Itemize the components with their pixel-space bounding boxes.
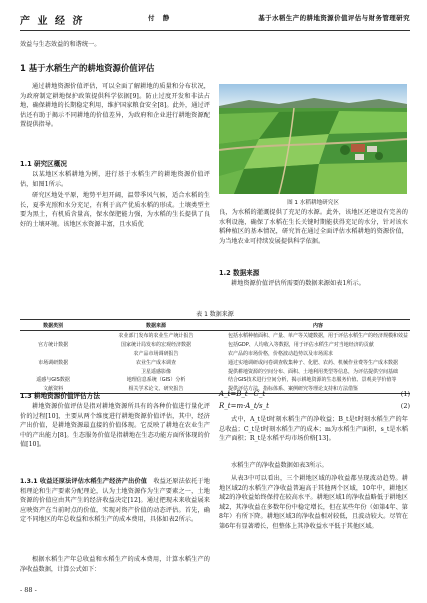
- subsection-1-1-heading: 1.1 研究区概况: [20, 160, 67, 168]
- table-row: [20, 349, 410, 358]
- right-para-4: 水稻生产的净收益数据如表3所示。: [231, 462, 328, 469]
- left-para-5: [20, 477, 210, 525]
- subsection-1-2-heading: 1.2 数据来源: [219, 269, 260, 277]
- right-para-1: 良，为水稻的灌溉提供了充足的水源。此外，该地区还建设有完善的水利设施，确保了水稻在生长关键时期能获得充足的水分，针对该水稻种植区的基本情况，研究旨在通过全面评估水稻耕地的资源价值，为当地农业可持续发展提供科学依据。: [219, 209, 408, 245]
- table-cell: 文献资料: [20, 384, 86, 393]
- left-para-3: 研究区地处平原，地势平坦开阔，温带季风气候，适合水稻的生长，夏季光照和水分充足，有利于高产优质水稻的形成。土壤类型主要为黑土，有机质含量高，保水保肥能力强，为水稻的生长提供了良好的土壤环境。该地区水资源丰富，且水质优: [20, 192, 210, 228]
- rice-paddy-aerial-photo: [219, 84, 407, 194]
- table-cell: 国家统计局发布的宏观经济数据: [121, 341, 192, 348]
- equation-1: A_t=B_t−C_t: [219, 390, 266, 398]
- table-cell: [20, 349, 86, 358]
- left-para-4: 耕地资源价值评估是指对耕地资源所具有的各种价值进行量化评价的过程[10]，主要从两个维度进行耕地资源价值评估，其中，经济产出价值，是耕地资源最直接的价值体现。它反映了耕地在农业生产中的产出能力[8]。生态服务价值是指耕地在生态功能方面所体现的价值[10]。: [20, 403, 210, 448]
- left-para-5-body: 收益还原法依托于地租理论和生产要素分配理论，认为土地资源作为生产要素之一，土地资源的价值应由其产生的经济收益决定[12]。通过把现未来收益展来应映资产在当前时点的价值，实现对资产价值的动态评估。首先，确定不同地区的年总收益和水稻生产的成本费用，具体如表2所示。: [20, 478, 210, 523]
- table-cell: 地理信息系统（GIS）分析: [126, 377, 186, 384]
- equation-2: R_t=m·A_t/s_t: [219, 402, 269, 410]
- subsection-1-3-1-heading: 1.3.1 收益还原法评估水稻生产经济产出价值: [20, 478, 148, 485]
- right-para-2: 耕地资源价值评估所需要的数据来源如表1所示。: [231, 280, 365, 287]
- equation-1-number: (1): [400, 390, 410, 398]
- table-header-cell: 数据来源: [86, 320, 226, 331]
- table-row: [20, 367, 410, 376]
- table-1-caption: 表 1 数据来源: [196, 311, 234, 318]
- journal-column-name: 产 业 经 济: [20, 16, 85, 27]
- page-number: - 88 -: [20, 586, 37, 594]
- right-para-3: 式中，A_t是t时刻水稻生产的净收益；B_t是t时刻水稻生产的年总收益；C_t是t时刻水稻生产的成本；m为水稻生产面积，s_t是水稻生产面积；R_t是水稻平均市场价格[13]。: [219, 416, 408, 442]
- table-cell: 农产品市场调研报告: [133, 350, 179, 357]
- table-header-cell: 内容: [226, 320, 410, 331]
- left-para-2: 以某地区水稻耕地为例，进行基于水稻生产的耕地资源价值评估，如图1所示。: [20, 171, 210, 188]
- running-header: [20, 12, 410, 31]
- figure-1-caption: 图 1 水稻耕地研究区: [287, 200, 339, 206]
- table-cell: 农业部门发布的农业生产统计报告: [118, 332, 194, 339]
- table-cell: 农业生产成本调查: [136, 359, 177, 366]
- table-cell: 官方统计数据: [38, 341, 69, 348]
- equation-2-number: (2): [400, 402, 410, 410]
- running-title: 基于水稻生产的耕地资源价值评估与财务管理研究: [258, 14, 410, 22]
- table-cell: 卫星遥感影像: [141, 368, 172, 375]
- table-cell: 结合GIS技术进行空间分析，揭示耕地资源的生态服务价值、景观美学价值等: [227, 377, 397, 384]
- subsection-1-3-heading: 1.3 耕地资源价值评估方法: [20, 392, 100, 400]
- left-para-6: 根据水稻生产年总收益和水稻生产的成本费用，计算水稻生产的净收益数据，计算公式如下：: [20, 556, 210, 573]
- table-row: [20, 331, 410, 340]
- table-cell: [20, 367, 86, 376]
- table-cell: [20, 331, 86, 340]
- table-cell: 通过实地调研或问卷调查收集种子、化肥、农药、机械作业费等生产成本数据: [227, 359, 398, 366]
- table-header-cell: 数据类别: [20, 320, 86, 331]
- author-name: 付 静: [148, 14, 173, 22]
- data-source-table: [20, 319, 410, 394]
- table-row: [20, 375, 410, 384]
- intro-tail: 效益与生态效益的和谐统一。: [20, 41, 101, 48]
- table-cell: 包括水稻种植面积、产量、单产等关键数据，用于评估水稻生产的经济规模和效益: [227, 332, 408, 339]
- table-cell: 提供耕地资源的空间分布、面积、土地利用类型等信息，为评估提供空间基础: [227, 368, 398, 375]
- table-row: [20, 358, 410, 367]
- table-row: [20, 340, 410, 349]
- table-header-row: [20, 320, 410, 331]
- table-cell: 农产品的市场价格，价格波动趋势以及市场需求: [227, 350, 333, 357]
- table-cell: 相关学术论文、研究报告: [86, 384, 226, 393]
- right-para-5: 从表3中可以看出，三个耕地区域的净收益都呈现波动趋势。耕地区域2的水稻生产净收益普遍高于其他两个区域，10年中，耕地区域2的净收益始终保持在较高水平。耕地区域1的净收益略低于耕地区域2，其净收益在多数年份中稳定增长，但在某些年份（如第4年、第8年）有所下降。耕地区域3的净收益相对较低，且波动较大。尽管在第6年有显著增长，但整体上其净收益水平低于其他区域。: [219, 475, 408, 530]
- section-1-heading: 1 基于水稻生产的耕地资源价值评估: [20, 63, 155, 73]
- table-cell: 包括GDP、人均收入等数据，用于评估水稻生产对当地经济的贡献: [227, 341, 374, 348]
- left-para-1: 通过耕地资源价值评估，可以全面了解耕地的质量和分布状况，为政府制定耕地保护政策提供科学依据[9]。防止过度开发和非法占地，确保耕地的长期稳定利用，维护国家粮食安全[8]。此外，通过评估还有助于揭示不同耕地的价值差异，为政府和企业进行耕地资源配置提供指导。: [20, 83, 210, 128]
- table-cell: 遥感与GIS数据: [36, 377, 70, 384]
- table-cell: 市场调研数据: [38, 359, 69, 366]
- table-cell: 提供评估方法、指标体系、案例研究等理论支持和方法借鉴: [226, 384, 410, 393]
